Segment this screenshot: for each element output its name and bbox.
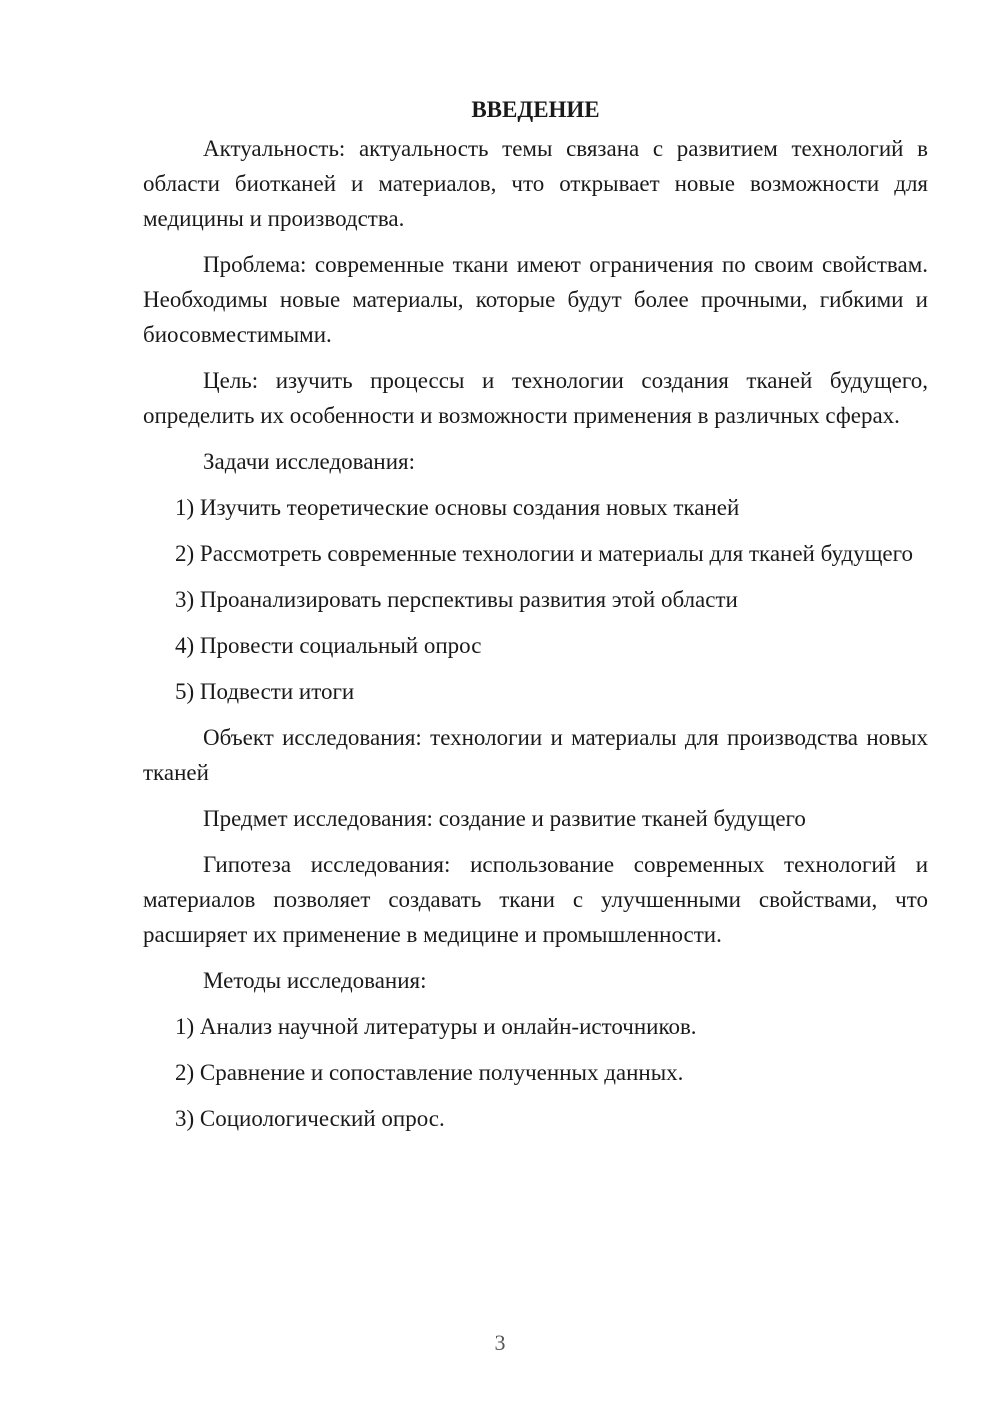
document-page bbox=[143, 92, 928, 1147]
task-item: 1) Изучить теоретические основы создания новых тканей bbox=[175, 495, 740, 520]
relevance-paragraph: Актуальность: актуальность темы связана с развитием технологий в области биотканей и материалов, что открывает новые возможности для медицины и производства. bbox=[143, 136, 928, 231]
method-item: 3) Социологический опрос. bbox=[175, 1106, 445, 1131]
problem-paragraph: Проблема: современные ткани имеют ограничения по своим свойствам. Необходимы новые материалы, которые будут более прочными, гибкими и биосовместимыми. bbox=[143, 252, 928, 347]
subject-paragraph: Предмет исследования: создание и развитие тканей будущего bbox=[203, 806, 806, 831]
tasks-heading: Задачи исследования: bbox=[203, 449, 416, 474]
goal-paragraph: Цель: изучить процессы и технологии создания тканей будущего, определить их особенности и возможности применения в различных сферах. bbox=[143, 368, 928, 428]
method-item: 2) Сравнение и сопоставление полученных данных. bbox=[175, 1060, 684, 1085]
hypothesis-paragraph: Гипотеза исследования: использование современных технологий и материалов позволяет создавать ткани с улучшенными свойствами, что расширяет их применение в медицине и промышленности. bbox=[143, 852, 928, 947]
task-item: 3) Проанализировать перспективы развития этой области bbox=[175, 587, 738, 612]
method-item: 1) Анализ научной литературы и онлайн-источников. bbox=[175, 1014, 697, 1039]
task-item: 2) Рассмотреть современные технологии и материалы для тканей будущего bbox=[175, 541, 913, 566]
methods-heading: Методы исследования: bbox=[203, 968, 427, 993]
page-number: 3 bbox=[494, 1330, 506, 1355]
task-item: 5) Подвести итоги bbox=[175, 679, 355, 704]
section-title: ВВЕДЕНИЕ bbox=[471, 97, 600, 122]
task-item: 4) Провести социальный опрос bbox=[175, 633, 482, 658]
object-paragraph: Объект исследования: технологии и материалы для производства новых тканей bbox=[143, 725, 928, 785]
